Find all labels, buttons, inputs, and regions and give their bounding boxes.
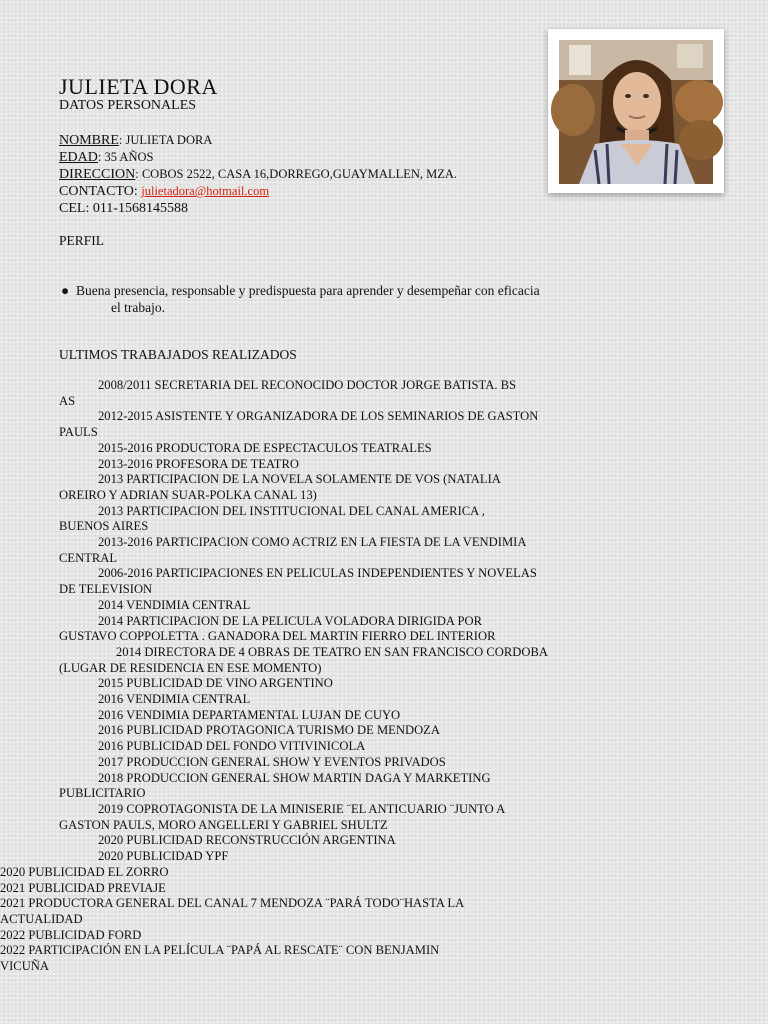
job-line: 2021 PUBLICIDAD PREVIAJE (0, 880, 166, 895)
job-line: DE TELEVISION (59, 582, 153, 597)
job-line: 2022 PARTICIPACIÓN EN LA PELÍCULA ¨PAPÁ AL RESCATE¨ CON BENJAMIN (0, 943, 440, 958)
job-line: 2013-2016 PARTICIPACION COMO ACTRIZ EN LA FIESTA DE LA VENDIMIA (98, 535, 527, 550)
job-line: 2022 PUBLICIDAD FORD (0, 927, 142, 942)
job-line: BUENOS AIRES (59, 519, 149, 534)
nombre-row (59, 132, 457, 149)
cel-value: CEL: 011-1568145588 (59, 201, 188, 216)
direccion-row (59, 166, 457, 183)
perfil-bullet (59, 282, 619, 316)
job-line: 2017 PRODUCCION GENERAL SHOW Y EVENTOS PRIVADOS (98, 754, 446, 769)
contacto-label: CONTACTO: (59, 184, 138, 199)
job-line: 2008/2011 SECRETARIA DEL RECONOCIDO DOCTOR JORGE BATISTA. BS (98, 378, 517, 392)
job-line: GUSTAVO COPPOLETTA . GANADORA DEL MARTIN FIERRO DEL INTERIOR (59, 629, 496, 644)
job-line: PAULS (59, 425, 98, 440)
job-line: 2012-2015 ASISTENTE Y ORGANIZADORA DE LOS SEMINARIOS DE GASTON (98, 409, 539, 424)
job-line: 2020 PUBLICIDAD EL ZORRO (0, 864, 169, 879)
job-line: 2020 PUBLICIDAD RECONSTRUCCIÓN ARGENTINA (98, 833, 396, 848)
job-line: CENTRAL (59, 550, 118, 565)
job-line: 2015 PUBLICIDAD DE VINO ARGENTINO (98, 676, 333, 691)
job-line: AS (59, 393, 76, 408)
perfil-bullet-line1: Buena presencia, responsable y predispuesta para aprender y desempeñar con eficacia (76, 283, 540, 298)
job-line: 2016 VENDIMIA CENTRAL (98, 692, 251, 707)
profile-photo-frame (548, 29, 724, 193)
job-line: 2016 PUBLICIDAD PROTAGONICA TURISMO DE MENDOZA (98, 723, 440, 738)
job-line: 2014 PARTICIPACION DE LA PELICULA VOLADORA DIRIGIDA POR (98, 613, 482, 628)
job-line: 2019 COPROTAGONISTA DE LA MINISERIE ¨EL ANTICUARIO ¨JUNTO A (98, 801, 506, 816)
job-line: (LUGAR DE RESIDENCIA EN ESE MOMENTO) (59, 660, 322, 675)
job-line: 2016 PUBLICIDAD DEL FONDO VITIVINICOLA (98, 739, 366, 754)
job-line: OREIRO Y ADRIAN SUAR-POLKA CANAL 13) (59, 487, 317, 502)
section-trabajos: ULTIMOS TRABAJADOS REALIZADOS (59, 347, 297, 362)
cel-row (59, 200, 457, 217)
direccion-value: : COBOS 2522, CASA 16,DORREGO,GUAYMALLEN, MZA. (135, 167, 458, 181)
job-line: 2016 VENDIMIA DEPARTAMENTAL LUJAN DE CUYO (98, 707, 401, 722)
job-line: PUBLICITARIO (59, 786, 146, 801)
edad-value: : 35 AÑOS (97, 150, 154, 164)
job-line: 2013 PARTICIPACION DE LA NOVELA SOLAMENTE DE VOS (NATALIA (98, 472, 501, 487)
job-line: 2015-2016 PRODUCTORA DE ESPECTACULOS TEATRALES (98, 440, 432, 455)
nombre-label: NOMBRE (59, 133, 119, 148)
edad-label: EDAD (59, 150, 98, 165)
perfil-bullet-line2: el trabajo. (111, 300, 165, 315)
job-line: 2020 PUBLICIDAD YPF (98, 849, 229, 864)
resume-name: JULIETA DORA (59, 74, 218, 99)
job-line: GASTON PAULS, MORO ANGELLERI Y GABRIEL SHULTZ (59, 817, 388, 832)
profile-photo-illustration (559, 40, 713, 184)
bullet-dot-icon: ● (61, 283, 70, 298)
direccion-label: DIRECCION (59, 167, 136, 182)
personal-info (59, 132, 457, 217)
contacto-row (59, 183, 457, 200)
job-line: 2006-2016 PARTICIPACIONES EN PELICULAS INDEPENDIENTES Y NOVELAS (98, 566, 537, 581)
job-line: 2013 PARTICIPACION DEL INSTITUCIONAL DEL CANAL AMERICA , (98, 503, 485, 518)
job-line: 2013-2016 PROFESORA DE TEATRO (98, 456, 299, 471)
job-line: 2018 PRODUCCION GENERAL SHOW MARTIN DAGA Y MARKETING (98, 770, 491, 785)
job-line: 2014 VENDIMIA CENTRAL (98, 597, 251, 612)
job-line: 2014 DIRECTORA DE 4 OBRAS DE TEATRO EN SAN FRANCISCO CORDOBA (116, 644, 548, 659)
section-datos-personales: DATOS PERSONALES (59, 98, 197, 113)
section-perfil: PERFIL (59, 233, 105, 248)
profile-photo (559, 40, 713, 184)
job-line: ACTUALIDAD (0, 911, 83, 926)
job-line: VICUÑA (0, 959, 49, 974)
nombre-value: : JULIETA DORA (118, 133, 213, 147)
edad-row (59, 149, 457, 166)
jobs-list (0, 378, 619, 975)
job-line: 2021 PRODUCTORA GENERAL DEL CANAL 7 MENDOZA ¨PARÁ TODO¨HASTA LA (0, 896, 465, 911)
email-link[interactable]: julietadora@hotmail.com (141, 184, 270, 198)
